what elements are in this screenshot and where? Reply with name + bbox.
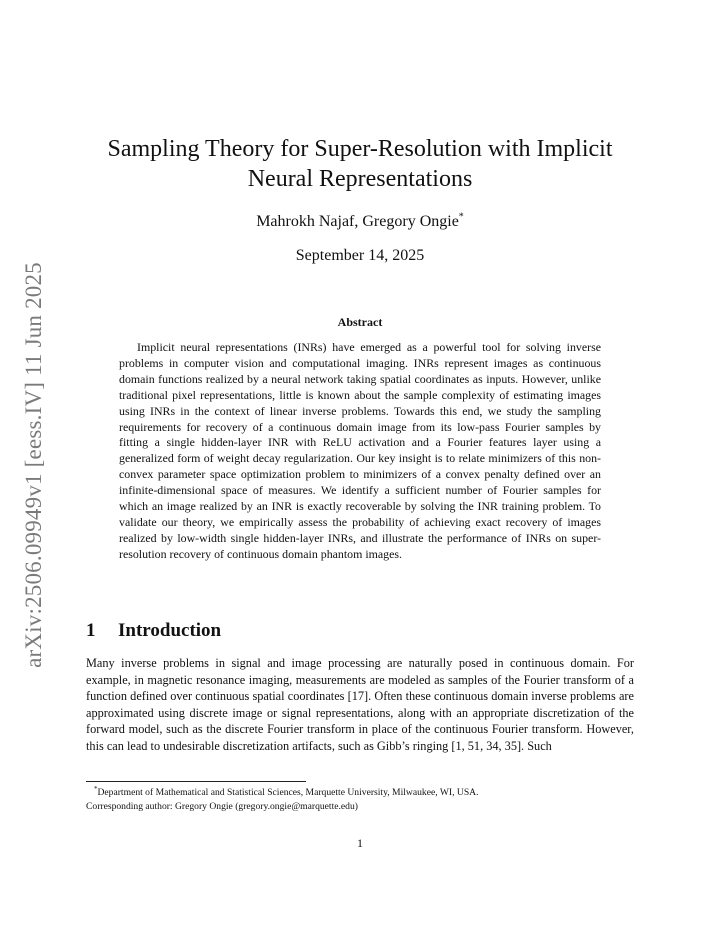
author-line bbox=[86, 212, 634, 232]
abstract-text: Implicit neural representations (INRs) have emerged as a powerful tool for solving inverse problems in computer vision and computational imaging. INRs represent images as continuous domain functions realized by a neural network taking spatial coordinates as inputs. However, unlike traditional pixel representations, little is known about the sample complexity of estimating images using INRs in the context of linear inverse problems. Towards this end, we study the sampling requirements for recovery of a continuous domain image from its low-pass Fourier samples by fitting a single hidden-layer INR with ReLU activation and a Fourier features layer using a generalized form of weight decay regularization. Our key insight is to relate minimizers of this non-convex parameter space optimization problem to minimizers of a convex penalty defined over an infinite-dimensional space of measures. We identify a sufficient number of Fourier samples for which an image realized by an INR is exactly recoverable by solving the INR training problem. To validate our theory, we empirically assess the probability of achieving exact recovery of images realized by low-width single hidden-layer INRs, and illustrate the performance of INRs on super-resolution recovery of continuous domain phantom images. bbox=[119, 340, 601, 561]
footnote-affiliation bbox=[86, 786, 634, 800]
section-number: 1 bbox=[86, 620, 96, 641]
author-footnote-mark: * bbox=[458, 211, 464, 223]
footnote-divider bbox=[86, 781, 306, 782]
abstract-heading: Abstract bbox=[337, 315, 383, 329]
footnote-affiliation-text: Department of Mathematical and Statistical Sciences, Marquette University, Milwaukee, WI, USA. bbox=[97, 787, 479, 798]
arxiv-identifier: arXiv:2506.09949v1 [eess.IV] 11 Jun 2025 bbox=[21, 262, 46, 668]
page-number: 1 bbox=[357, 836, 363, 850]
section-title: Introduction bbox=[118, 620, 222, 641]
section-heading bbox=[86, 620, 221, 642]
footnote bbox=[86, 786, 634, 813]
paper-date: September 14, 2025 bbox=[295, 247, 425, 264]
author-names: Mahrokh Najaf, Gregory Ongie bbox=[256, 213, 459, 230]
introduction-text: Many inverse problems in signal and image processing are naturally posed in continuous domain. For example, in magnetic resonance imaging, measurements are modeled as samples of the Fourier transform of a function defined over continuous spatial coordinates [17]. Often these continuous domain inverse problems are approximated using discrete image or signal representations, along with an appropriate discretization of the forward model, such as the discrete Fourier transform in place of the continuous Fourier transform. However, this can lead to undesirable discretization artifacts, such as Gibb’s ringing [1, 51, 34, 35]. Such bbox=[86, 656, 634, 753]
footnote-mark: * bbox=[94, 784, 98, 793]
paper-title: Sampling Theory for Super-Resolution with Implicit Neural Representations bbox=[107, 136, 613, 192]
footnote-corresponding-author: Corresponding author: Gregory Ongie (gregory.ongie@marquette.edu) bbox=[86, 800, 358, 812]
